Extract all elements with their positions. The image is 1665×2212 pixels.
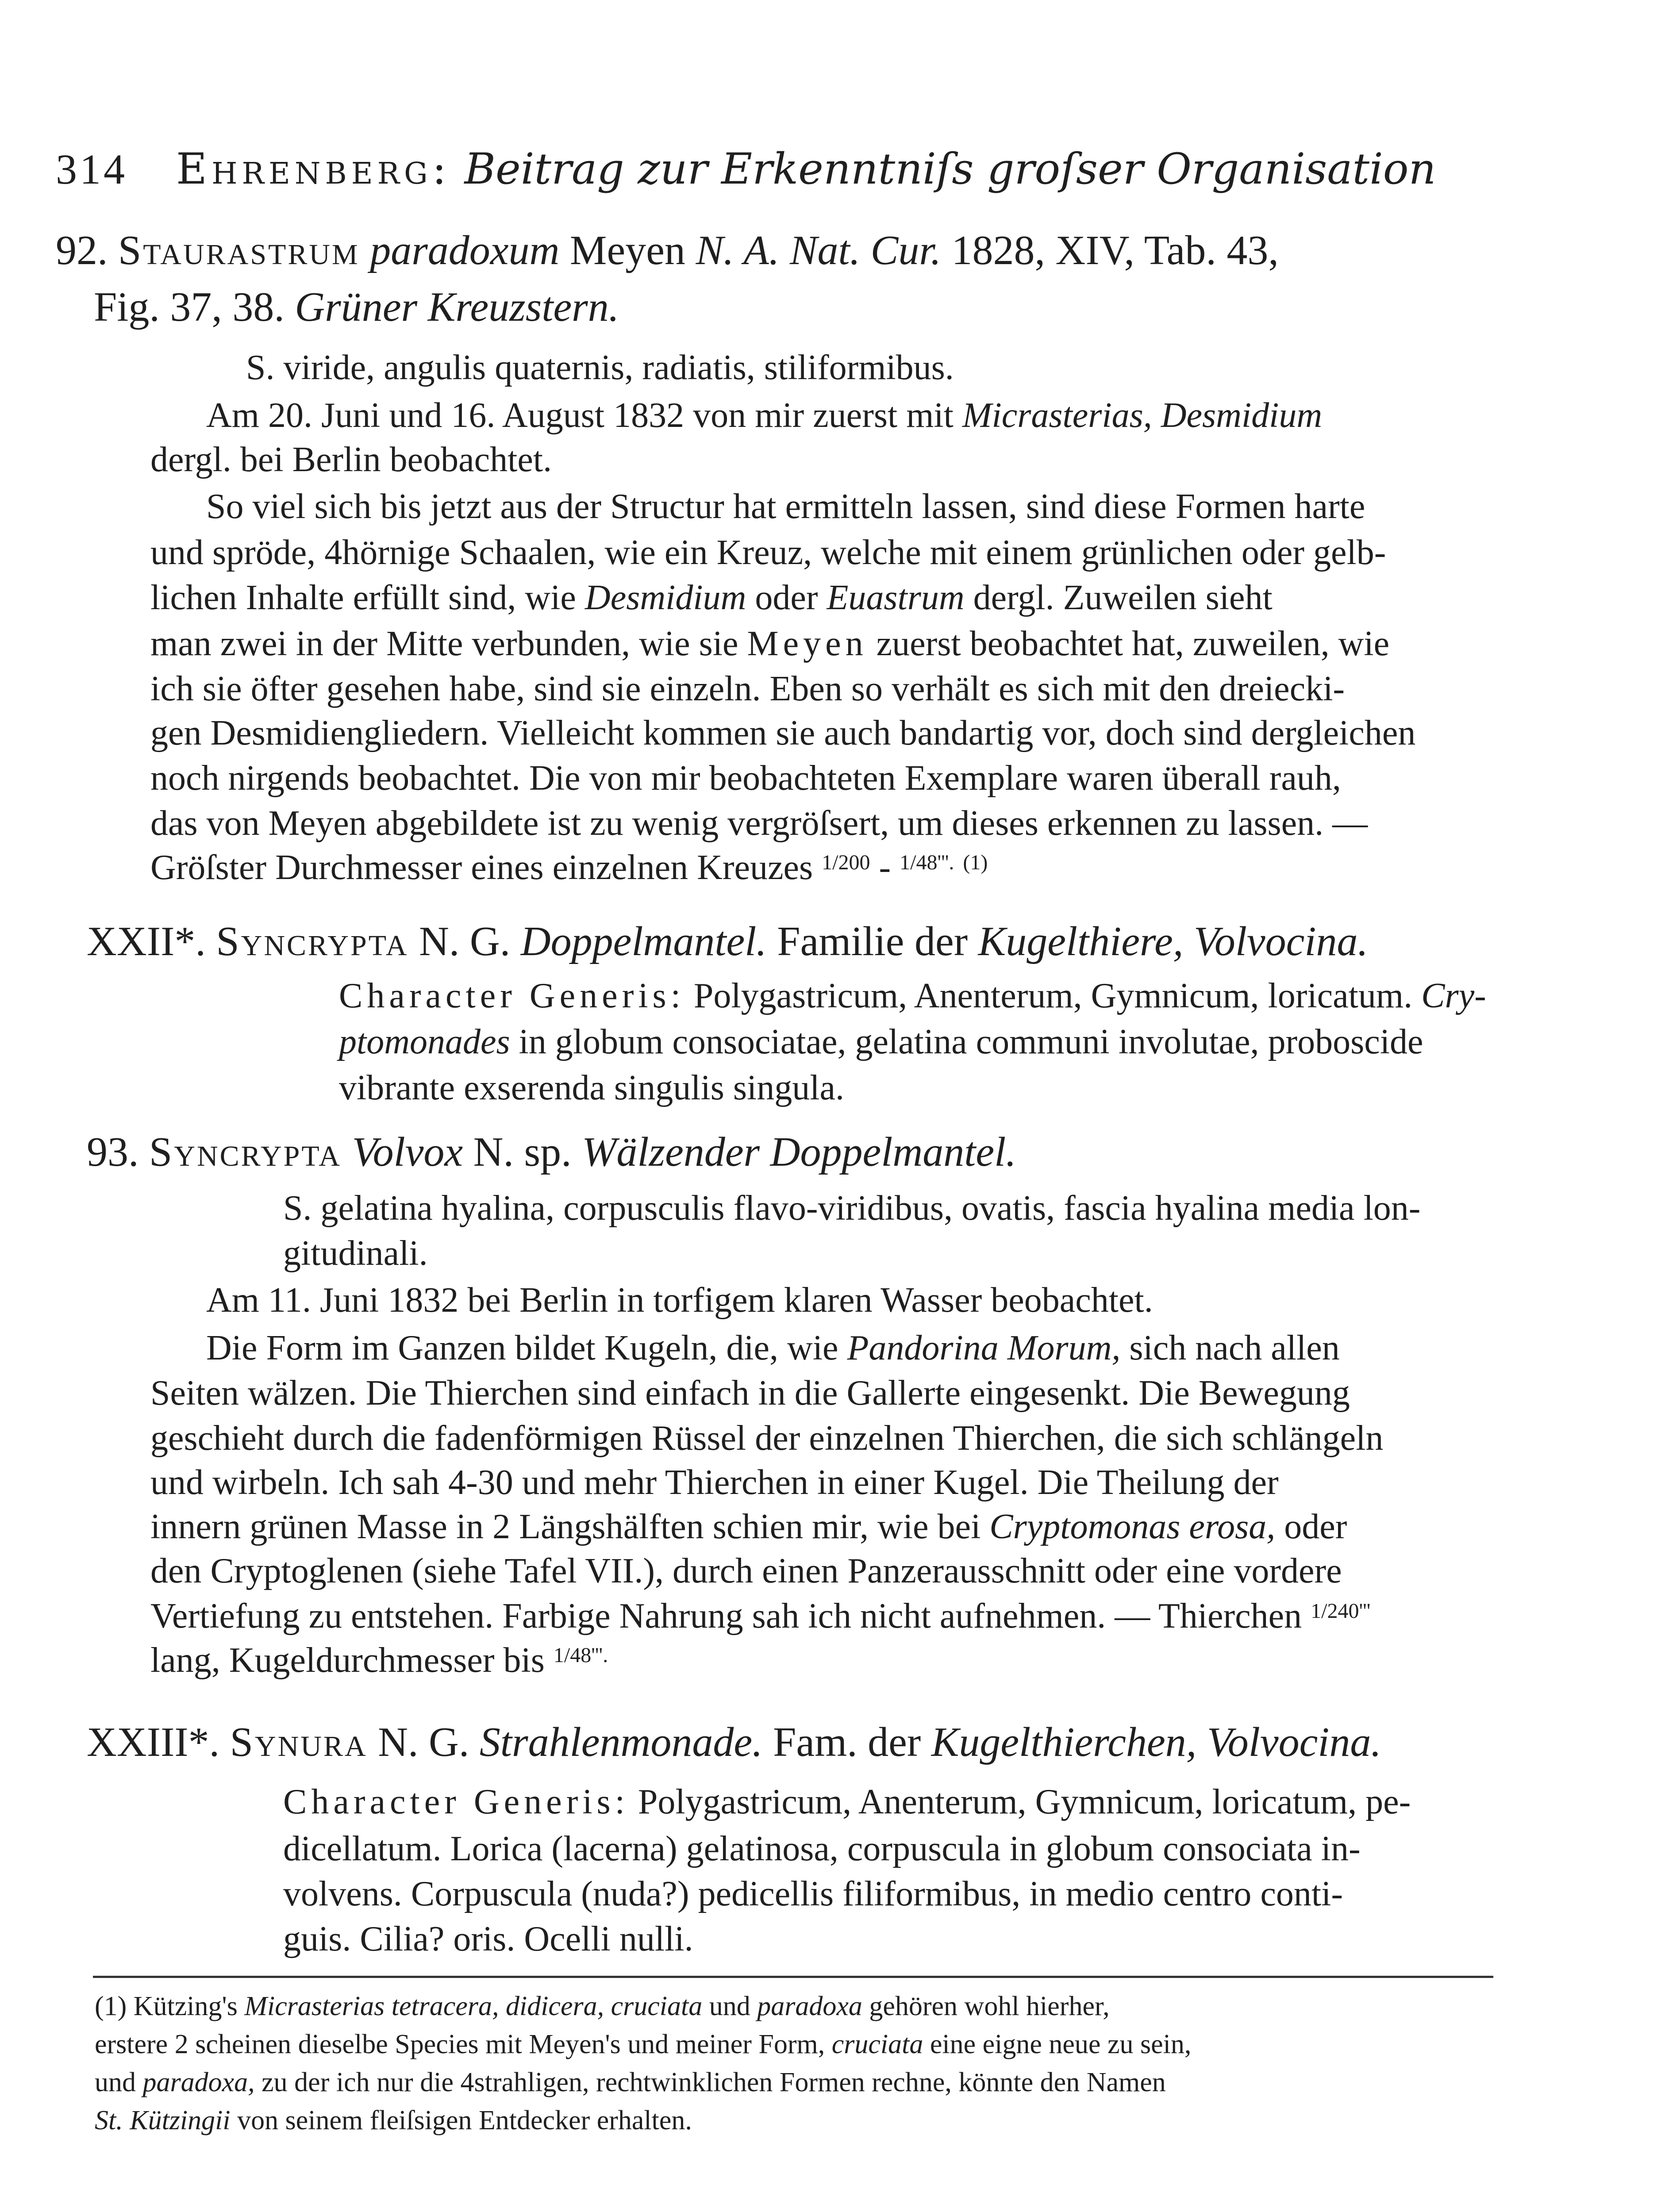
genus-number: XXII*.: [87, 918, 206, 964]
novum-genus: N. G.: [378, 1719, 469, 1765]
text-line: das von Meyen abgebildete ist zu wenig vergröſsert, um dieses erkennen zu lassen. —: [150, 804, 1368, 843]
footnote-line: (1) Kützing's Micrasterias tetracera, didicera, cruciata und paradoxa gehören wohl hierher,: [95, 1991, 1110, 2021]
family-label: Fam. der: [773, 1719, 921, 1765]
genus-name: Synura: [230, 1719, 368, 1765]
citation-journal: N. A. Nat. Cur.: [696, 227, 942, 273]
text-line: Die Form im Ganzen bildet Kugeln, die, wie Pandorina Morum, sich nach allen: [206, 1329, 1340, 1367]
text-line: innern grünen Masse in 2 Längshälften schien mir, wie bei Cryptomonas erosa, oder: [150, 1507, 1347, 1546]
footnote-line: erstere 2 scheinen dieselbe Species mit Meyen's und meiner Form, cruciata eine eigne neue zu sein,: [95, 2029, 1192, 2059]
fraction: 1/48'''.: [900, 851, 954, 874]
text-line: Character Generis: Polygastricum, Anenterum, Gymnicum, loricatum, pe-: [283, 1782, 1411, 1821]
text-line: und spröde, 4hörnige Schaalen, wie ein Kreuz, welche mit einem grünlichen oder gelb-: [150, 533, 1386, 572]
entry-93-diagnosis: S. gelatina hyalina, corpusculis flavo-viridibus, ovatis, fascia hyalina media lon-: [283, 1189, 1421, 1228]
fraction: 1/48'''.: [553, 1644, 608, 1667]
citation-volume: 1828, XIV, Tab. 43,: [951, 227, 1279, 273]
common-name: Strahlenmonade.: [479, 1719, 763, 1765]
text-line: lichen Inhalte erfüllt sind, wie Desmidium oder Euastrum dergl. Zuweilen sieht: [150, 578, 1273, 617]
family-name: Kugelthierchen, Volvocina.: [931, 1719, 1381, 1765]
text-line: dicellatum. Lorica (lacerna) gelatinosa, corpuscula in globum consociata in-: [283, 1829, 1361, 1868]
text-line: Am 11. Juni 1832 bei Berlin in torfigem klaren Wasser beobachtet.: [206, 1281, 1153, 1320]
entry-number: 92.: [56, 227, 108, 273]
text-line: ich sie öfter gesehen habe, sind sie einzeln. Eben so verhält es sich mit den dreiecki-: [150, 669, 1345, 708]
text-line: und wirbeln. Ich sah 4-30 und mehr Thierchen in einer Kugel. Die Theilung der: [150, 1463, 1279, 1502]
entry-92-figure-line: [94, 283, 619, 331]
text-line: Gröſster Durchmesser eines einzelnen Kreuzes $^{1/200}$ - $^{1/48'''.}$ $^{(1)}$: [150, 848, 988, 887]
text-line: Vertiefung zu entstehen. Farbige Nahrung sah ich nicht aufnehmen. — Thierchen $^{1/240'''}$: [150, 1597, 1371, 1636]
footnote-marker: (1) Kützing's: [95, 1991, 238, 2021]
entry-92-diagnosis: S. viride, angulis quaternis, radiatis, stiliformibus.: [246, 348, 954, 387]
footnote-line: St. Kützingii von seinem fleiſsigen Entdecker erhalten.: [95, 2105, 692, 2135]
entry-number: 93.: [87, 1129, 139, 1175]
character-generis-label: Character Generis:: [339, 976, 685, 1015]
common-name: Grüner Kreuzstern.: [295, 284, 619, 330]
text-line: gitudinali.: [283, 1234, 428, 1273]
genus-number: XXIII*.: [87, 1719, 220, 1765]
genus-name: Staurastrum: [118, 227, 360, 273]
text-line: lang, Kugeldurchmesser bis $^{1/48'''.}$: [150, 1641, 608, 1680]
header-author: Ehrenberg:: [176, 144, 451, 194]
species-name: Volvox: [352, 1129, 463, 1175]
text-line: man zwei in der Mitte verbunden, wie sie Meyen zuerst beobachtet hat, zuweilen, wie: [150, 624, 1390, 663]
footnote-line: und paradoxa, zu der ich nur die 4strahligen, rechtwinklichen Formen rechne, könnte den Namen: [95, 2067, 1166, 2097]
genus-name: Syncrypta: [216, 918, 409, 964]
text-line: dergl. bei Berlin beobachtet.: [150, 440, 552, 479]
figure-reference: Fig. 37, 38.: [94, 284, 285, 330]
text-line: guis. Cilia? oris. Ocelli nulli.: [283, 1920, 693, 1959]
character-generis-label: Character Generis:: [283, 1782, 629, 1821]
entry-92-heading: [56, 227, 1279, 274]
text-line: geschieht durch die fadenförmigen Rüssel der einzelnen Thierchen, die sich schlängeln: [150, 1419, 1384, 1458]
page-number: 314: [56, 146, 127, 193]
citation-author: Meyen: [569, 227, 685, 273]
text-line: Character Generis: Polygastricum, Anenterum, Gymnicum, loricatum. Cry-: [339, 976, 1486, 1015]
novum-genus: N. G.: [419, 918, 511, 964]
header-running-title: Beitrag zur Erkenntniſs groſser Organisation: [464, 144, 1436, 194]
running-header: [56, 138, 1604, 200]
common-name: Wälzender Doppelmantel.: [582, 1129, 1016, 1175]
text-line: So viel sich bis jetzt aus der Structur hat ermitteln lassen, sind diese Formen harte: [206, 487, 1365, 526]
text-line: gen Desmidiengliedern. Vielleicht kommen sie auch bandartig vor, doch sind dergleichen: [150, 714, 1416, 753]
fraction: 1/240''': [1311, 1599, 1371, 1623]
genus-XXII-heading: [87, 918, 1368, 965]
entry-93-heading: [87, 1128, 1016, 1176]
fraction: 1/200: [822, 851, 870, 874]
genus-XXIII-heading: [87, 1718, 1381, 1766]
text-line: den Cryptoglenen (siehe Tafel VII.), durch einen Panzerausschnitt oder eine vordere: [150, 1551, 1342, 1590]
text-line: vibrante exserenda singulis singula.: [339, 1068, 844, 1107]
genus-name: Syncrypta: [149, 1129, 342, 1175]
footnote-reference: (1): [963, 851, 988, 874]
text-line: Seiten wälzen. Die Thierchen sind einfach in die Gallerte eingesenkt. Die Bewegung: [150, 1374, 1350, 1413]
family-name: Kugelthiere, Volvocina.: [978, 918, 1368, 964]
footnote-rule: [93, 1976, 1493, 1978]
family-label: Familie der: [777, 918, 968, 964]
species-name: paradoxum: [370, 227, 560, 273]
text-line: Am 20. Juni und 16. August 1832 von mir zuerst mit Micrasterias, Desmidium: [206, 396, 1323, 435]
text-line: noch nirgends beobachtet. Die von mir beobachteten Exemplare waren überall rauh,: [150, 759, 1341, 798]
nova-species: N. sp.: [473, 1129, 572, 1175]
text-line: ptomonades in globum consociatae, gelatina communi involutae, proboscide: [339, 1022, 1423, 1061]
common-name: Doppelmantel.: [520, 918, 767, 964]
text-line: volvens. Corpuscula (nuda?) pedicellis filiformibus, in medio centro conti-: [283, 1874, 1343, 1913]
